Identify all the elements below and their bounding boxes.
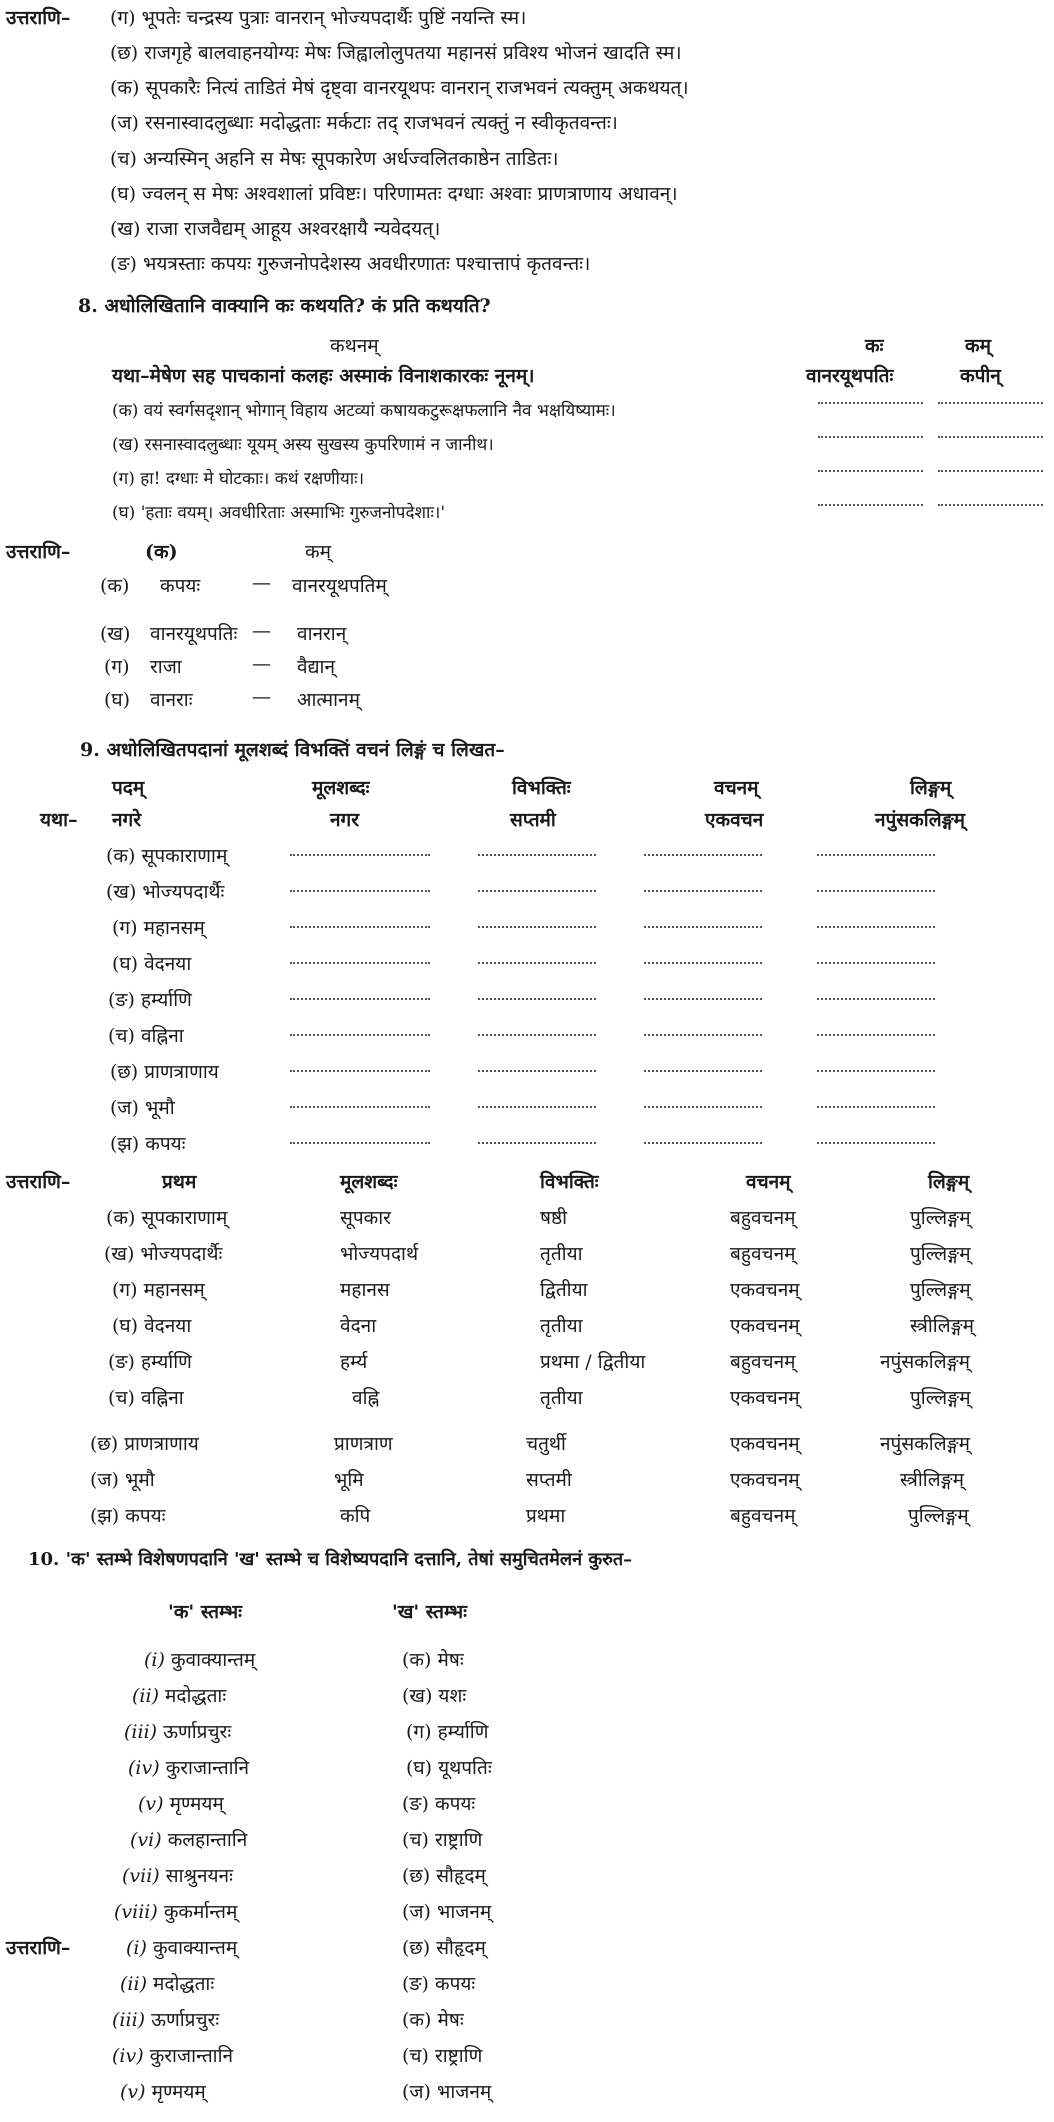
- example-vibhakti: सप्तमी: [510, 809, 556, 831]
- blank-whom[interactable]: [938, 504, 1043, 506]
- answer-line: (घ) ज्वलन् स मेषः अश्वशालां प्रविष्टः। परिणामतः दग्धाः अश्वाः प्राणत्राणाय अधावन्।: [110, 183, 678, 205]
- answers-header-linga: लिङ्गम्: [928, 1171, 970, 1193]
- blank-vibhakti[interactable]: [478, 998, 596, 1000]
- blank-root[interactable]: [290, 962, 430, 964]
- statement-item: (ग) हा! दग्धाः मे घोटकाः। कथं रक्षणीयाः।: [112, 469, 365, 489]
- blank-vachana[interactable]: [644, 1070, 762, 1072]
- blank-who[interactable]: [818, 402, 923, 404]
- answers-header-whom: कम्: [305, 541, 331, 563]
- column-header-whom: कम्: [965, 335, 991, 357]
- answers-header-word: प्रथम: [162, 1171, 197, 1193]
- blank-whom[interactable]: [938, 402, 1043, 404]
- answers-label: उत्तराणि–: [6, 1171, 71, 1193]
- blank-vibhakti[interactable]: [478, 854, 596, 856]
- column-header-root: मूलशब्दः: [312, 777, 370, 799]
- blank-linga[interactable]: [817, 890, 935, 892]
- example-root: नगर: [330, 809, 360, 831]
- answer-line: (ज) रसनास्वादलुब्धाः मदोद्धताः मर्कटाः तद् राजभवनं त्यक्तुं न स्वीकृतवन्तः।: [110, 112, 618, 134]
- answer-line: (ख) राजा राजवैद्यम् आहूय अश्वरक्षायै न्यवेदयत्।: [110, 218, 441, 240]
- blank-vachana[interactable]: [644, 1034, 762, 1036]
- column-header-vibhakti: विभक्तिः: [512, 777, 571, 799]
- answers-label: उत्तराणि–: [6, 7, 71, 29]
- blank-vibhakti[interactable]: [478, 926, 596, 928]
- blank-vibhakti[interactable]: [478, 1106, 596, 1108]
- answers-header-root: मूलशब्दः: [340, 1171, 398, 1193]
- question-10-heading: 10. 'क' स्तम्भे विशेषणपदानि 'ख' स्तम्भे च विशेष्यपदानि दत्तानि, तेषां समुचितमेलनं कुरुत–: [28, 1549, 633, 1570]
- column-header-linga: लिङ्गम्: [910, 777, 952, 799]
- blank-root[interactable]: [290, 1034, 430, 1036]
- answer-line: (च) अन्यस्मिन् अहनि स मेषः सूपकारेण अर्धज्वलितकाष्ठेन ताडितः।: [110, 148, 559, 170]
- blank-vachana[interactable]: [644, 1142, 762, 1144]
- answer-line: (ङ) भयत्रस्ताः कपयः गुरुजनोपदेशस्य अवधीरणातः पश्चात्तापं कृतवन्तः।: [110, 253, 591, 275]
- example-label: यथा–: [40, 809, 78, 831]
- answers-header-who: (क): [145, 541, 178, 563]
- blank-linga[interactable]: [817, 1142, 935, 1144]
- blank-linga[interactable]: [817, 1070, 935, 1072]
- column-header-word: पदम्: [112, 777, 145, 799]
- blank-vibhakti[interactable]: [478, 1142, 596, 1144]
- blank-vachana[interactable]: [644, 1106, 762, 1108]
- blank-linga[interactable]: [817, 926, 935, 928]
- example-whom: कपीन्: [960, 365, 1001, 387]
- column-header-who: कः: [865, 335, 884, 357]
- column-b-header: 'ख' स्तम्भः: [392, 1601, 467, 1623]
- blank-who[interactable]: [818, 470, 923, 472]
- blank-root[interactable]: [290, 1070, 430, 1072]
- example-vachana: एकवचन: [705, 809, 764, 831]
- answer-line: (ग) भूपतेः चन्द्रस्य पुत्राः वानरान् भोज्यपदार्थैः पुष्टिं नयन्ति स्म।: [110, 7, 527, 29]
- blank-root[interactable]: [290, 998, 430, 1000]
- blank-whom[interactable]: [938, 436, 1043, 438]
- blank-root[interactable]: [290, 926, 430, 928]
- blank-vachana[interactable]: [644, 926, 762, 928]
- answers-label: उत्तराणि–: [6, 541, 71, 563]
- column-a-header: 'क' स्तम्भः: [168, 1601, 242, 1623]
- example-who: वानरयूथपतिः: [806, 365, 894, 387]
- statement-item: (क) वयं स्वर्गसदृशान् भोगान् विहाय अटव्यां कषायकटुरूक्षफलानि नैव भक्षयिष्यामः।: [112, 401, 616, 421]
- blank-root[interactable]: [290, 1106, 430, 1108]
- answer-line: (क) सूपकारैः नित्यं ताडितं मेषं दृष्ट्वा वानरयूथपः वानरान् राजभवनं त्यक्तुम् अकथयत्।: [110, 77, 689, 99]
- blank-vibhakti[interactable]: [478, 1034, 596, 1036]
- blank-linga[interactable]: [817, 962, 935, 964]
- blank-linga[interactable]: [817, 854, 935, 856]
- blank-who[interactable]: [818, 436, 923, 438]
- blank-whom[interactable]: [938, 470, 1043, 472]
- blank-vibhakti[interactable]: [478, 890, 596, 892]
- blank-vibhakti[interactable]: [478, 1070, 596, 1072]
- answer-line: (छ) राजगृहे बालवाहनयोग्यः मेषः जिह्वालोलुपतया महानसं प्रविश्य भोजनं खादति स्म।: [110, 42, 682, 64]
- blank-vachana[interactable]: [644, 998, 762, 1000]
- blank-root[interactable]: [290, 854, 430, 856]
- blank-linga[interactable]: [817, 1106, 935, 1108]
- column-header-statement: कथनम्: [330, 335, 379, 357]
- statement-item: (घ) 'हताः वयम्। अवधीरिताः अस्माभिः गुरुजनोपदेशाः।': [112, 503, 446, 523]
- answers-header-vibhakti: विभक्तिः: [540, 1171, 599, 1193]
- blank-linga[interactable]: [817, 1034, 935, 1036]
- blank-vibhakti[interactable]: [478, 962, 596, 964]
- example-linga: नपुंसकलिङ्गम्: [875, 809, 965, 831]
- blank-linga[interactable]: [817, 998, 935, 1000]
- question-8-heading: 8. अधोलिखितानि वाक्यानि कः कथयति? कं प्रति कथयति?: [78, 295, 491, 317]
- blank-vachana[interactable]: [644, 890, 762, 892]
- blank-vachana[interactable]: [644, 962, 762, 964]
- example-statement: यथा–मेषेण सह पाचकानां कलहः अस्माकं विनाशकारकः नूनम्।: [112, 365, 535, 387]
- column-header-vachana: वचनम्: [714, 777, 759, 799]
- answers-label: उत्तराणि–: [6, 1937, 71, 1959]
- blank-root[interactable]: [290, 890, 430, 892]
- answers-header-vachana: वचनम्: [746, 1171, 791, 1193]
- statement-item: (ख) रसनास्वादलुब्धाः यूयम् अस्य सुखस्य कुपरिणामं न जानीथ।: [112, 435, 494, 455]
- example-word: नगरे: [112, 809, 142, 831]
- question-9-heading: 9. अधोलिखितपदानां मूलशब्दं विभक्तिं वचनं लिङ्गं च लिखत–: [80, 739, 505, 761]
- blank-root[interactable]: [290, 1142, 430, 1144]
- blank-vachana[interactable]: [644, 854, 762, 856]
- blank-who[interactable]: [818, 504, 923, 506]
